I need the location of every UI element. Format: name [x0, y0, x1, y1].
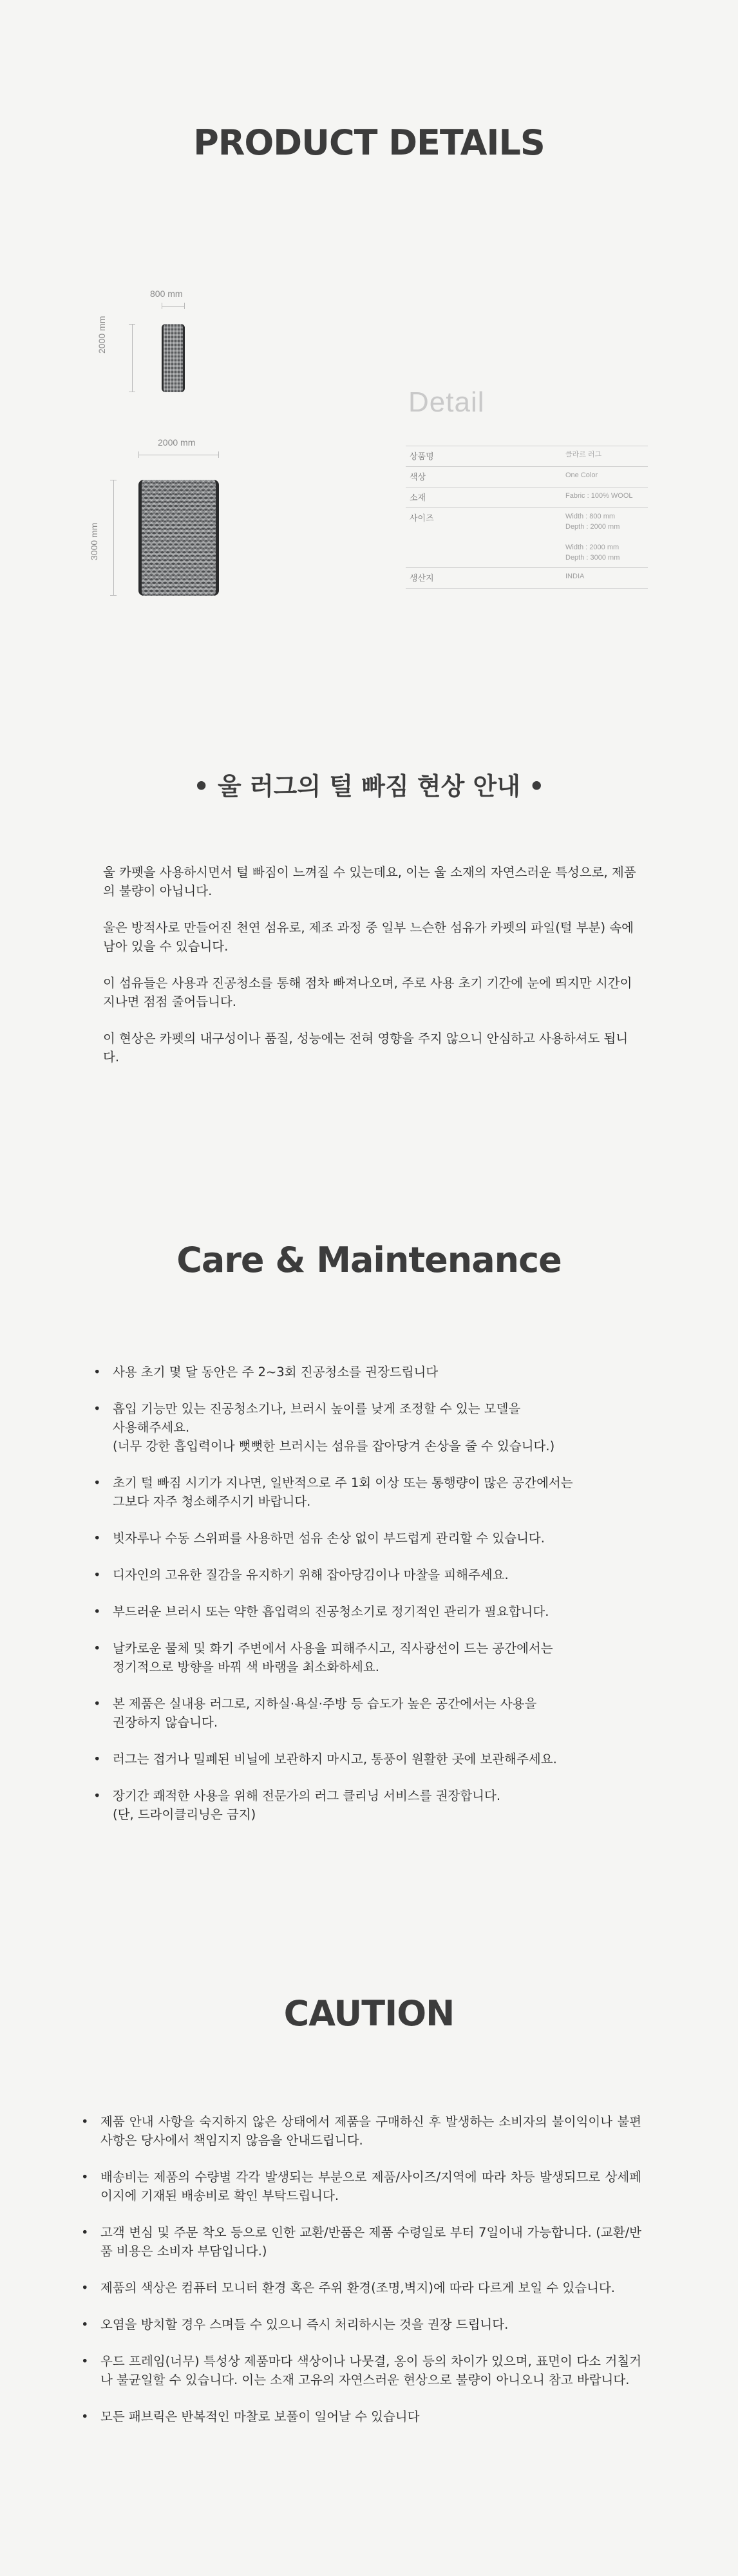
care-item-text: 부드러운 브러시 또는 약한 흡입력의 진공청소기로 정기적인 관리가 필요합니다.	[113, 1604, 549, 1619]
bullet-dot: •	[81, 2225, 89, 2240]
caution-item	[81, 2315, 641, 2334]
bullet-dot: •	[93, 1475, 101, 1490]
care-item	[93, 1750, 654, 1768]
care-item	[93, 1529, 654, 1548]
small-width-line	[162, 306, 185, 307]
care-item-text: 흡입 기능만 있는 진공청소기나, 브러시 높이를 낮게 조정할 수 있는 모델을 사용해주세요. (너무 강한 흡입력이나 뻣뻣한 브러시는 섬유를 잡아당겨 손상을 줄 수 있습니다.)	[113, 1401, 555, 1454]
bullet-dot: •	[81, 2354, 89, 2369]
shedding-notice-title: • 울 러그의 털 빠짐 현상 안내 •	[193, 772, 545, 800]
spec-label: 색상	[410, 472, 426, 482]
caution-title: CAUTION	[283, 1993, 455, 2034]
bullet-dot: •	[93, 1696, 101, 1711]
care-item-text: 빗자루나 수동 스위퍼를 사용하면 섬유 손상 없이 부드럽게 관리할 수 있습니다.	[113, 1531, 545, 1546]
spec-label: 생산지	[410, 573, 434, 583]
caution-item	[81, 2407, 641, 2426]
spec-row	[406, 467, 648, 488]
bullet-dot: •	[81, 2114, 89, 2129]
spec-value: One Color	[565, 471, 598, 479]
product-details-title: PRODUCT DETAILS	[193, 122, 545, 163]
care-item	[93, 1566, 654, 1584]
large-rug-image	[138, 480, 219, 596]
caution-item	[81, 2112, 641, 2150]
bullet-dot: •	[93, 1604, 101, 1619]
care-item	[93, 1399, 654, 1455]
care-item	[93, 1694, 654, 1732]
large-height-line	[113, 480, 114, 596]
spec-value: Width : 800 mm Depth : 2000 mm Width : 2000 mm Depth : 3000 mm	[565, 513, 620, 562]
spec-table	[406, 446, 648, 589]
care-item-text: 사용 초기 몇 달 동안은 주 2~3회 진공청소를 권장드립니다	[113, 1365, 439, 1379]
spec-value: 클라르 러그	[565, 451, 602, 459]
small-rug-image	[162, 324, 185, 392]
small-height-line	[132, 324, 133, 392]
care-item-text: 초기 털 빠짐 시기가 지나면, 일반적으로 주 1회 이상 또는 통행량이 많은 공간에서는 그보다 자주 청소해주시기 바랍니다.	[113, 1475, 573, 1509]
care-item-text: 러그는 접거나 밀폐된 비닐에 보관하지 마시고, 통풍이 원활한 곳에 보관해주세요.	[113, 1752, 557, 1766]
care-list	[93, 1363, 654, 1842]
bullet-dot: •	[81, 2409, 89, 2424]
small-width-label: 800 mm	[150, 289, 183, 299]
care-item	[93, 1602, 654, 1621]
bullet-dot: •	[93, 1567, 101, 1582]
notice-paragraph: 울은 방적사로 만들어진 천연 섬유로, 제조 과정 중 일부 느슨한 섬유가 카펫의 파일(털 부분) 속에 남아 있을 수 있습니다.	[103, 920, 634, 954]
care-item	[93, 1363, 654, 1381]
small-height-label: 2000 mm	[97, 316, 107, 354]
caution-item-text: 제품 안내 사항을 숙지하지 않은 상태에서 제품을 구매하신 후 발생하는 소비자의 불이익이나 불편사항은 당사에서 책임지지 않음을 안내드립니다.	[100, 2114, 641, 2148]
caution-list	[81, 2112, 641, 2444]
spec-value: INDIA	[565, 573, 585, 580]
care-item	[93, 1639, 654, 1676]
caution-item	[81, 2352, 641, 2389]
care-item-text: 본 제품은 실내용 러그로, 지하실·욕실·주방 등 습도가 높은 공간에서는 사용을 권장하지 않습니다.	[113, 1696, 537, 1730]
caution-item-text: 우드 프레임(너무) 특성상 제품마다 색상이나 나뭇결, 옹이 등의 차이가 있으며, 표면이 다소 거칠거나 불균일할 수 있습니다. 이는 소재 고유의 자연스러운 현상으로 불량이 아니오니 참고 바랍니다.	[100, 2354, 641, 2387]
caution-item-text: 모든 패브릭은 반복적인 마찰로 보풀이 일어날 수 있습니다	[100, 2409, 420, 2424]
care-item-text: 날카로운 물체 및 화기 주변에서 사용을 피해주시고, 직사광선이 드는 공간에서는 정기적으로 방향을 바꿔 색 바램을 최소화하세요.	[113, 1641, 553, 1674]
spec-label: 사이즈	[410, 513, 434, 523]
spec-row	[406, 568, 648, 589]
caution-item-text: 고객 변심 및 주문 착오 등으로 인한 교환/반품은 제품 수령일로 부터 7일이내 가능합니다. (교환/반품 비용은 소비자 부담입니다.)	[100, 2225, 641, 2259]
care-item-text: 장기간 쾌적한 사용을 위해 전문가의 러그 클리닝 서비스를 권장합니다. (단, 드라이클리닝은 금지)	[113, 1788, 501, 1822]
caution-item	[81, 2168, 641, 2205]
bullet-dot: •	[93, 1641, 101, 1656]
bullet-dot: •	[93, 1365, 101, 1379]
bullet-dot: •	[93, 1788, 101, 1803]
shedding-notice-body	[103, 863, 638, 1084]
bullet-dot: •	[81, 2170, 89, 2184]
detail-heading: Detail	[408, 386, 485, 418]
spec-value: Fabric : 100% WOOL	[565, 492, 633, 500]
caution-item-text: 배송비는 제품의 수량별 각각 발생되는 부분으로 제품/사이즈/지역에 따라 차등 발생되므로 상세페이지에 기재된 배송비로 확인 부탁드립니다.	[100, 2170, 641, 2203]
caution-item	[81, 2278, 641, 2297]
bullet-dot: •	[93, 1401, 101, 1416]
care-item	[93, 1786, 654, 1824]
bullet-dot: •	[81, 2280, 89, 2295]
spec-label: 상품명	[410, 451, 434, 461]
large-height-label: 3000 mm	[89, 522, 99, 560]
care-item	[93, 1473, 654, 1511]
bullet-dot: •	[81, 2317, 89, 2332]
bullet-dot: •	[93, 1752, 101, 1766]
spec-row	[406, 508, 648, 568]
notice-paragraph: 이 현상은 카펫의 내구성이나 품질, 성능에는 전혀 영향을 주지 않으니 안심하고 사용하셔도 됩니다.	[103, 1031, 629, 1065]
bullet-dot: •	[93, 1531, 101, 1546]
spec-row	[406, 446, 648, 467]
caution-item	[81, 2223, 641, 2260]
care-title: Care & Maintenance	[176, 1240, 562, 1280]
care-item-text: 디자인의 고유한 질감을 유지하기 위해 잡아당김이나 마찰을 피해주세요.	[113, 1567, 509, 1582]
spec-row	[406, 488, 648, 508]
spec-label: 소재	[410, 493, 426, 502]
notice-paragraph: 울 카펫을 사용하시면서 털 빠짐이 느껴질 수 있는데요, 이는 울 소재의 자연스러운 특성으로, 제품의 불량이 아닙니다.	[103, 865, 636, 898]
large-width-label: 2000 mm	[158, 437, 196, 448]
caution-item-text: 오염을 방치할 경우 스며들 수 있으니 즉시 처리하시는 것을 권장 드립니다.	[100, 2317, 509, 2332]
caution-item-text: 제품의 색상은 컴퓨터 모니터 환경 혹은 주위 환경(조명,벽지)에 따라 다르게 보일 수 있습니다.	[100, 2280, 615, 2295]
notice-paragraph: 이 섬유들은 사용과 진공청소를 통해 점차 빠져나오며, 주로 사용 초기 기간에 눈에 띄지만 시간이 지나면 점점 줄어듭니다.	[103, 976, 632, 1009]
